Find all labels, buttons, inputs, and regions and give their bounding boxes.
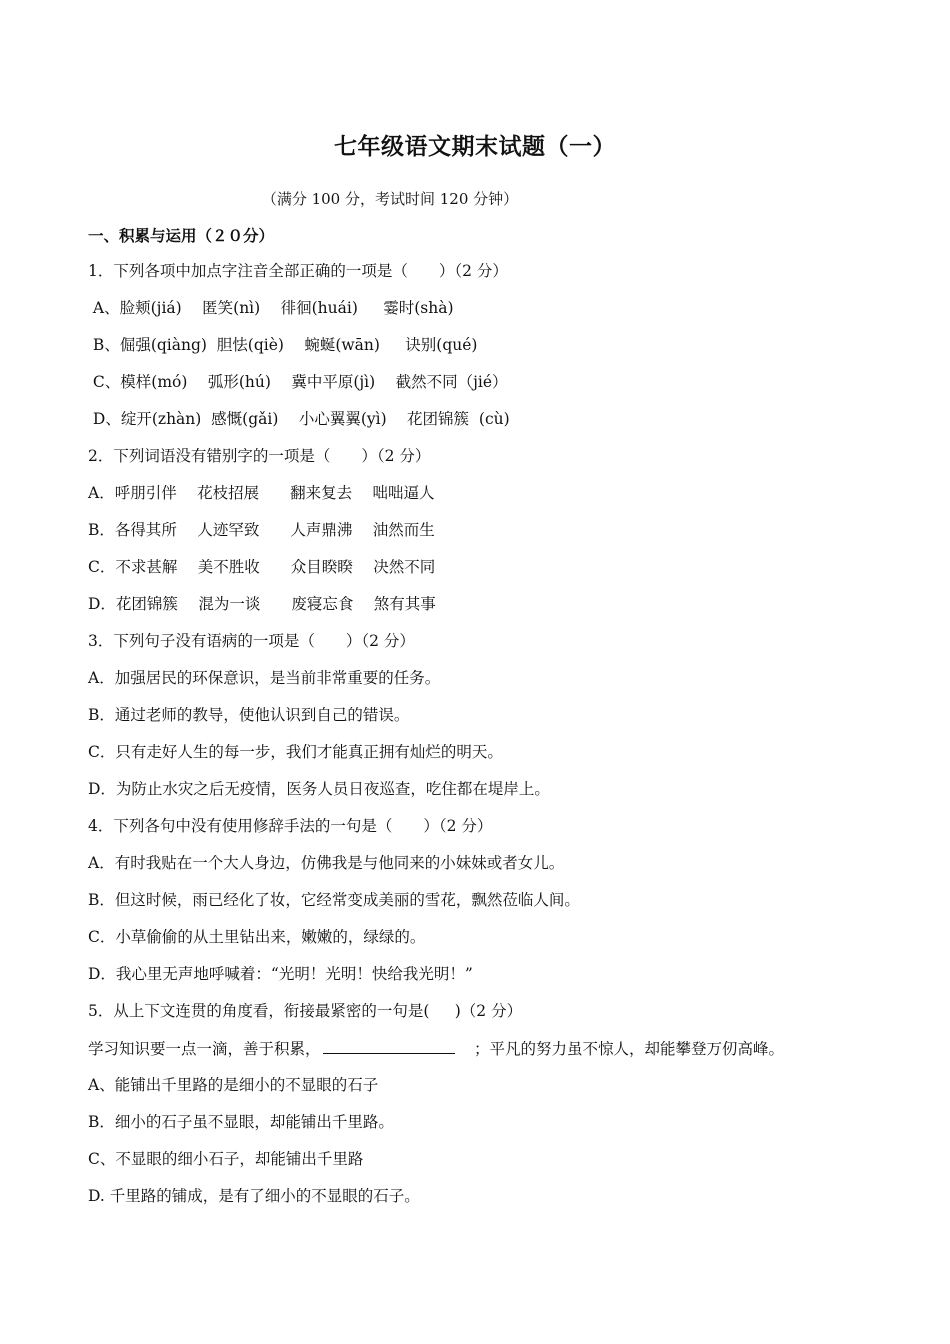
question-4-option-d: D．我心里无声地呼喊着：“光明！光明！快给我光明！” [88,965,473,983]
question-2-option-b: B．各得其所 人迹罕致 人声鼎沸 油然而生 [88,521,435,539]
passage-after-blank: ；平凡的努力虽不惊人，却能攀登万仞高峰。 [458,1040,785,1058]
question-4-option-a: A．有时我贴在一个大人身边，仿佛我是与他同来的小妹妹或者女儿。 [88,854,565,872]
passage-before-blank: 学习知识要一点一滴，善于积累， [88,1040,321,1058]
question-5-option-d: D. 千里路的铺成，是有了细小的不显眼的石子。 [88,1187,420,1205]
question-3-option-a: A．加强居民的环保意识，是当前非常重要的任务。 [88,669,441,687]
answer-blank [323,1037,455,1054]
question-2-option-c: C．不求甚解 美不胜收 众目睽睽 决然不同 [88,558,436,576]
question-1-option-d: D、绽开(zhàn) 感慨(gǎi) 小心翼翼(yì) 花团锦簇 (cù) [88,410,510,428]
section-heading: 一、积累与运用（２０分） [88,226,275,245]
page-title: 七年级语文期末试题（一） [334,133,616,160]
question-3-option-c: C．只有走好人生的每一步，我们才能真正拥有灿烂的明天。 [88,743,503,761]
question-1-option-b: B、倔强(qiàng) 胆怯(qiè) 蜿蜒(wān) 诀别(qué) [88,336,478,354]
exam-info: （满分 100 分，考试时间 120 分钟） [261,190,519,208]
question-4-option-c: C．小草偷偷的从土里钻出来，嫩嫩的，绿绿的。 [88,928,426,946]
question-1-option-c: C、模样(mó) 弧形(hú) 冀中平原(jì) 截然不同（jié） [88,373,508,391]
question-3-stem: 3．下列句子没有语病的一项是（ ）（2 分） [88,632,415,650]
question-4-stem: 4．下列各句中没有使用修辞手法的一句是（ ）（2 分） [88,817,493,835]
question-1-stem: 1．下列各项中加点字注音全部正确的一项是（ ）（2 分） [88,262,508,280]
question-3-option-b: B．通过老师的教导，使他认识到自己的错误。 [88,706,410,724]
question-4-option-b: B．但这时候，雨已经化了妆，它经常变成美丽的雪花，飘然莅临人间。 [88,891,580,909]
question-5-option-c: C、不显眼的细小石子，却能铺出千里路 [88,1150,364,1168]
question-2-option-d: D．花团锦簇 混为一谈 废寝忘食 煞有其事 [88,595,436,613]
question-5-option-a: A、能铺出千里路的是细小的不显眼的石子 [88,1076,379,1094]
question-5-stem: 5．从上下文连贯的角度看，衔接最紧密的一句是( )（2 分） [88,1002,523,1020]
question-1-option-a: A、脸颊(jiá) 匿笑(nì) 徘徊(huái) 霎时(shà) [88,299,454,317]
question-2-stem: 2．下列词语没有错别字的一项是（ ）（2 分） [88,447,431,465]
question-5-passage [88,1037,784,1060]
question-2-option-a: A．呼朋引伴 花枝招展 翻来复去 咄咄逼人 [88,484,435,502]
question-3-option-d: D．为防止水灾之后无疫情，医务人员日夜巡查，吃住都在堤岸上。 [88,780,550,798]
question-5-option-b: B．细小的石子虽不显眼，却能铺出千里路。 [88,1113,394,1131]
